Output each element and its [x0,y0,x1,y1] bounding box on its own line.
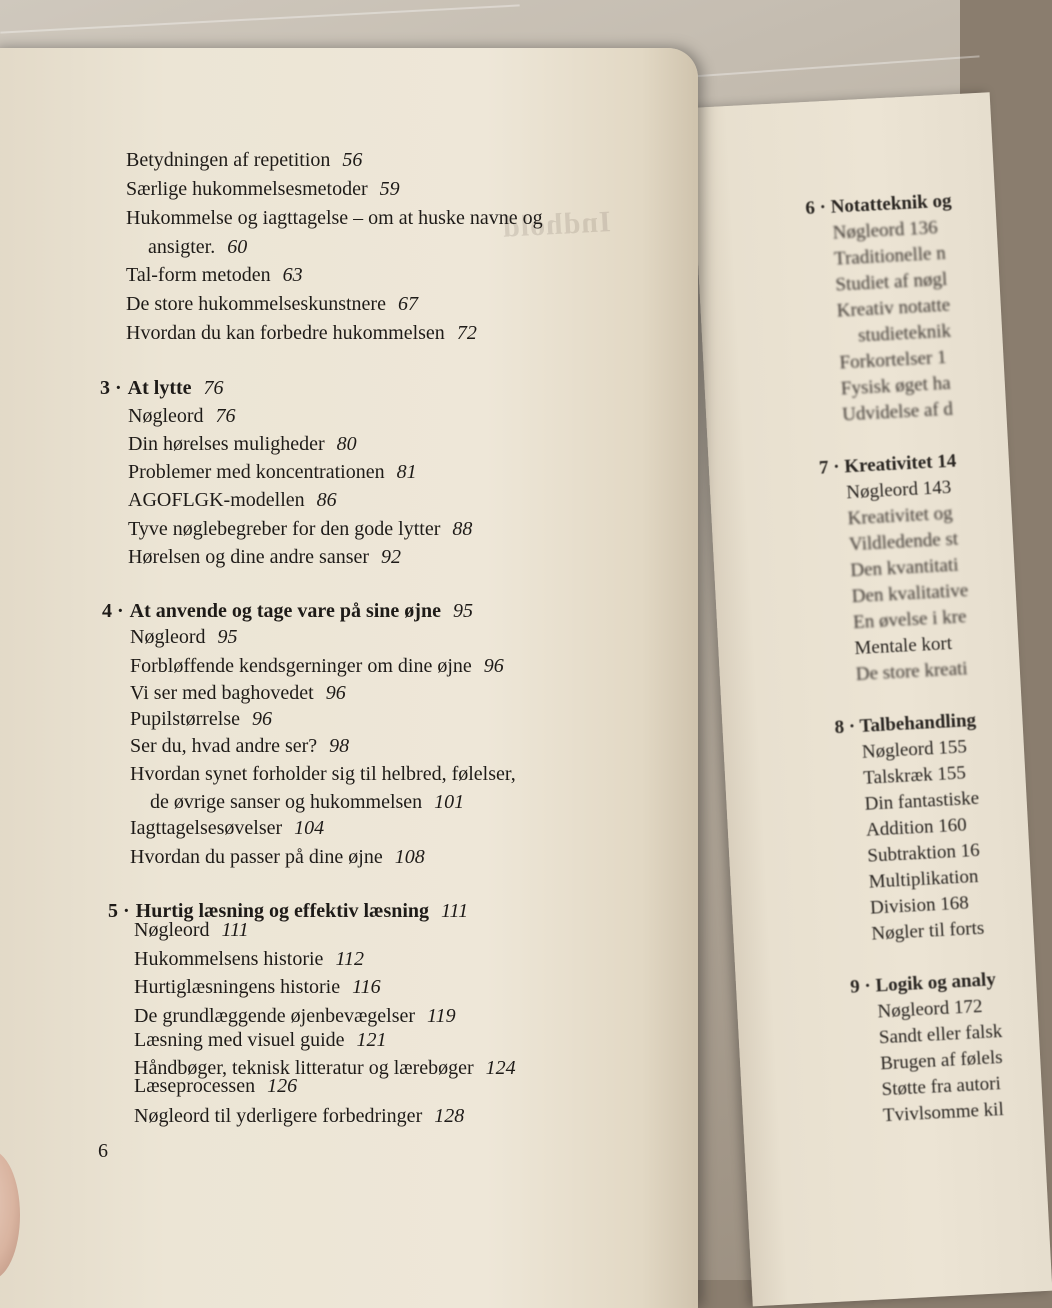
right-item: Kreativitet og [847,502,954,530]
toc-entry: Hurtiglæsningens historie 116 [134,976,381,998]
toc-entry: Hvordan synet forholder sig til helbred, følelser, [130,763,516,785]
right-item: Udvidelse af d [841,398,954,426]
right-item: Fysisk øget ha [840,372,952,400]
toc-entry: Særlige hukommelsesmetoder 59 [126,178,400,200]
right-item: Division 168 [869,892,970,919]
right-item: De store kreati [855,658,969,686]
right-item: Talskræk 155 [862,762,967,789]
toc-entry: Hvordan du kan forbedre hukommelsen 72 [126,322,477,344]
toc-entry: Tyve nøglebegreber for den gode lytter 88 [128,518,473,540]
toc-entry: Iagttagelsesøvelser 104 [130,817,325,839]
chapter-heading: 3 · At lytte 76 [100,377,224,399]
right-chapter-heading: 7 · Kreativitet 14 [818,450,957,479]
toc-entry: Tal-form metoden 63 [126,264,303,286]
right-item: Studiet af nøgl [834,268,948,296]
toc-entry: Nøgleord 76 [128,405,236,427]
toc-entry: Vi ser med baghovedet 96 [130,682,346,704]
right-item: Addition 160 [865,814,968,841]
right-chapter-heading: 9 · Logik og analy [849,969,997,998]
toc-entry: Hukommelse og iagttagelse – om at huske navne og [126,207,543,229]
toc-entry: Problemer med koncentrationen 81 [128,461,417,483]
right-item: En øvelse i kre [852,606,967,634]
right-item: Nøgleord 172 [877,995,983,1023]
table-board-seam [0,4,519,33]
right-item: Tvivlsomme kil [882,1098,1005,1127]
toc-entry: de øvrige sanser og hukommelsen 101 [150,791,465,813]
toc-entry: Hvordan du passer på dine øjne 108 [130,846,425,868]
toc-entry: Pupilstørrelse 96 [130,708,272,730]
right-item: Nøgleord 155 [861,736,968,763]
right-item: Den kvalitative [851,580,969,608]
right-item: Mentale kort [853,633,953,660]
right-item: Kreativ notatte [836,294,951,322]
right-page [690,92,1052,1306]
toc-entry: ansigter. 60 [148,236,248,258]
toc-entry: AGOFLGK-modellen 86 [128,489,337,511]
right-item: Nøgleord 136 [832,217,939,244]
toc-entry: Betydningen af repetition 56 [126,149,363,171]
right-item: Nøgler til forts [870,917,985,945]
toc-entry: Nøgleord 95 [130,626,238,648]
toc-entry: Forbløffende kendsgerninger om dine øjne 96 [130,655,504,677]
toc-entry: Nøgleord til yderligere forbedringer 128 [134,1105,465,1127]
right-item: Den kvantitati [849,554,960,582]
toc-entry: Hukommelsens historie 112 [134,948,364,970]
toc-entry: Hørelsen og dine andre sanser 92 [128,546,402,568]
toc-entry: De store hukommelseskunstnere 67 [126,293,418,315]
right-item: Multiplikation [868,865,979,893]
right-chapter-heading: 6 · Notatteknik og [804,190,952,220]
right-chapter-heading: 8 · Talbehandling [834,709,977,739]
chapter-heading: 5 · Hurtig læsning og effektiv læsning 111 [108,900,469,922]
right-item: Traditionelle n [833,242,947,270]
page-number: 6 [98,1140,108,1162]
toc-entry: Læsning med visuel guide 121 [134,1029,387,1051]
right-item: Sandt eller falsk [878,1020,1003,1049]
right-item: Din fantastiske [864,787,980,815]
right-item: Forkortelser 1 [839,346,948,374]
right-item: Subtraktion 16 [866,839,981,867]
right-item: Nøgleord 143 [845,476,952,504]
toc-entry: Håndbøger, teknisk litteratur og lærebøger 124 [134,1057,516,1079]
right-item: Brugen af følels [879,1046,1004,1075]
chapter-heading: 4 · At anvende og tage vare på sine øjne 95 [102,600,473,622]
toc-entry: Ser du, hvad andre ser? 98 [130,735,350,757]
toc-entry: Nøgleord 111 [134,919,249,941]
right-item: Støtte fra autori [881,1073,1002,1101]
toc-entry: Din hørelses muligheder 80 [128,433,357,455]
toc-entry: De grundlæggende øjenbevægelser 119 [134,1005,456,1027]
right-item: Vildledende st [848,528,959,556]
right-item: studieteknik [857,320,952,347]
toc-entry: Læseprocessen 126 [134,1075,298,1097]
bleed-through-heading: Indhold [501,205,612,244]
